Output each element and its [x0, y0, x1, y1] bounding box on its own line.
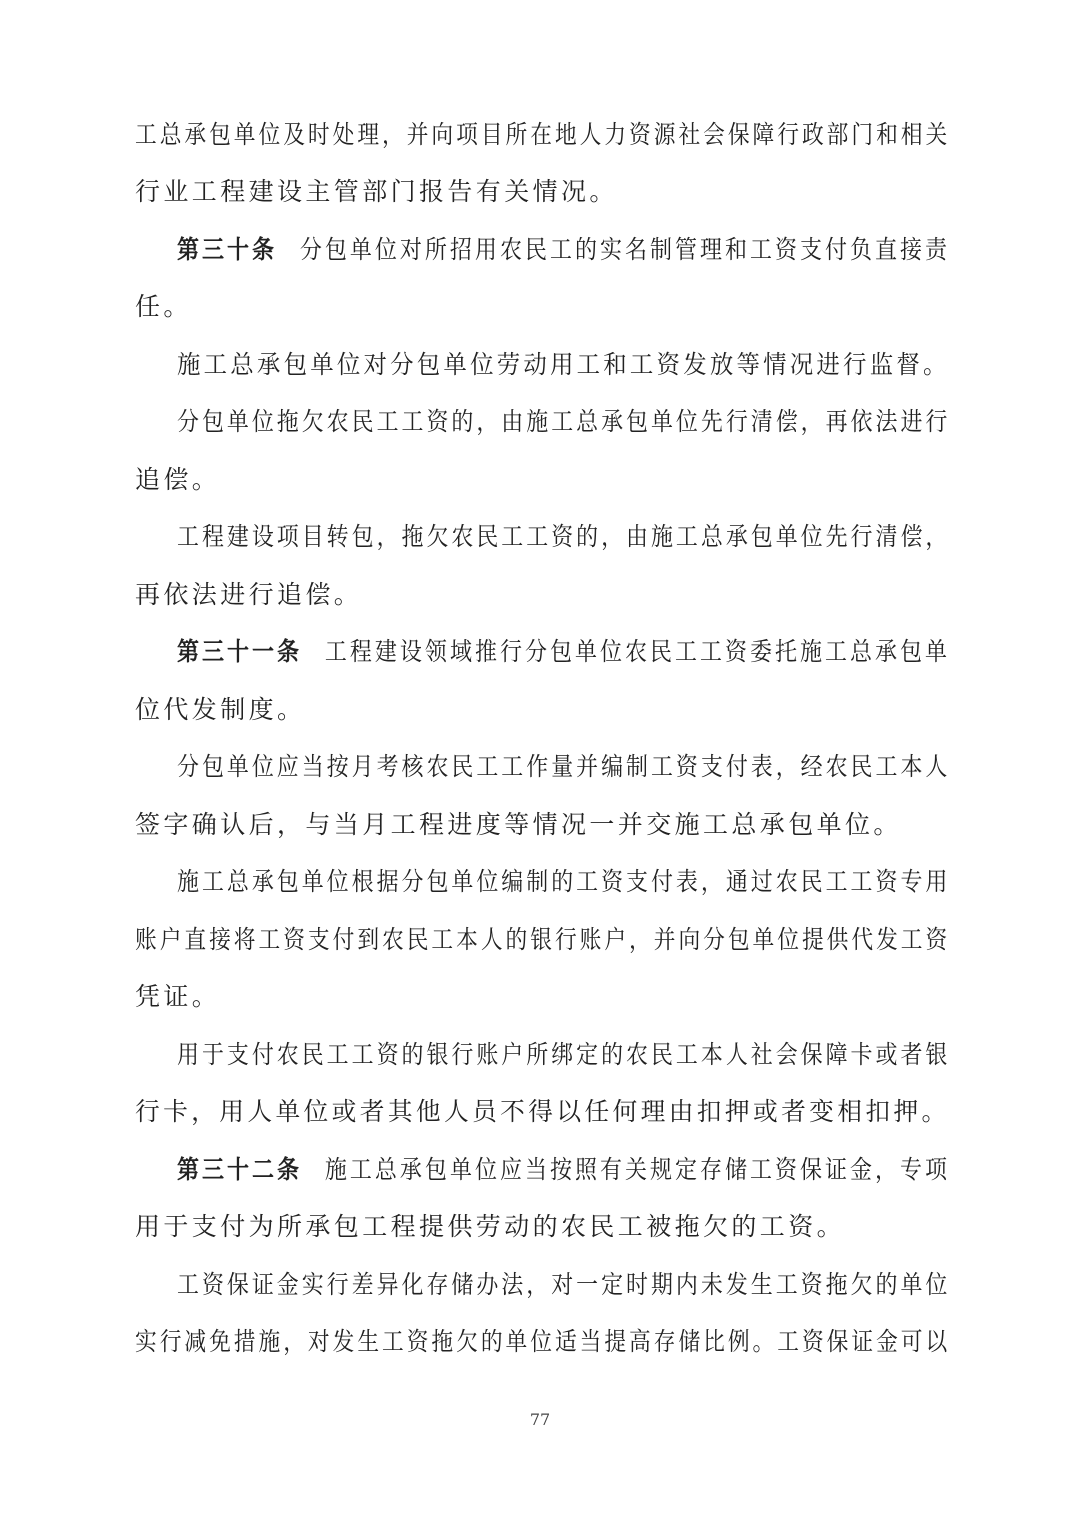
text-line: 位代发制度。	[135, 695, 306, 724]
text-line: 施工总承包单位对分包单位劳动用工和工资发放等情况进行监督。	[177, 350, 950, 379]
text-line: 用于支付农民工工资的银行账户所绑定的农民工本人社会保障卡或者银	[177, 1040, 951, 1069]
text-line: 分包单位拖欠农民工工资的，由施工总承包单位先行清偿，再依法进行	[177, 407, 951, 436]
article-heading-line	[177, 632, 951, 672]
text-line: 分包单位应当按月考核农民工工作量并编制工资支付表，经农民工本人	[177, 752, 951, 781]
text-span: 施工总承包单位应当按照有关规定存储工资保证金，专项	[324, 1155, 951, 1184]
text-span: 工程建设领域推行分包单位农民工工资委托施工总承包单	[324, 637, 951, 666]
text-line: 工总承包单位及时处理，并向项目所在地人力资源社会保障行政部门和相关	[135, 120, 951, 149]
text-line: 工程建设项目转包，拖欠农民工工资的，由施工总承包单位先行清偿，	[177, 522, 951, 551]
article-31-title: 第三十一条	[177, 637, 303, 666]
text-line: 追偿。	[135, 465, 221, 494]
text-line: 再依法进行追偿。	[135, 580, 363, 609]
text-line: 行业工程建设主管部门报告有关情况。	[135, 177, 618, 206]
article-30-title: 第三十条	[177, 235, 278, 264]
article-32-title: 第三十二条	[177, 1155, 303, 1184]
text-line: 行卡，用人单位或者其他人员不得以任何理由扣押或者变相扣押。	[135, 1097, 950, 1126]
text-line: 账户直接将工资支付到农民工本人的银行账户，并向分包单位提供代发工资	[135, 925, 951, 954]
text-line: 凭证。	[135, 982, 221, 1011]
text-span: 分包单位对所招用农民工的实名制管理和工资支付负直接责	[299, 235, 951, 264]
text-line: 实行减免措施，对发生工资拖欠的单位适当提高存储比例。工资保证金可以	[135, 1327, 951, 1356]
article-heading-line	[177, 1150, 951, 1190]
page-number: 77	[529, 1410, 551, 1429]
text-line: 施工总承包单位根据分包单位编制的工资支付表，通过农民工工资专用	[177, 867, 951, 896]
text-line: 签字确认后，与当月工程进度等情况一并交施工总承包单位。	[135, 810, 902, 839]
text-line: 任。	[135, 292, 192, 321]
text-line: 用于支付为所承包工程提供劳动的农民工被拖欠的工资。	[135, 1212, 846, 1241]
article-heading-line	[177, 230, 951, 270]
text-line: 工资保证金实行差异化存储办法，对一定时期内未发生工资拖欠的单位	[177, 1270, 951, 1299]
